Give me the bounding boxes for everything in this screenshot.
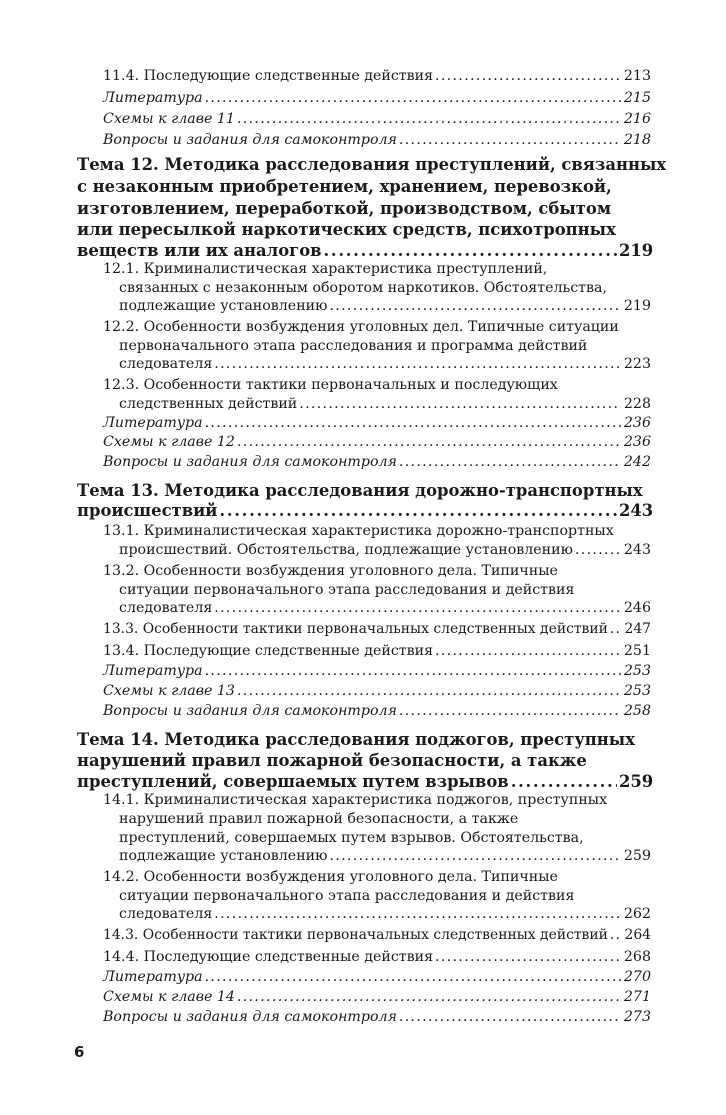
toc-entry-literature-12[interactable] [103,414,651,433]
toc-entry-title: следователя [119,906,213,922]
dot-leader [219,500,617,521]
toc-page-number: 236 [623,415,651,431]
toc-page-number: 253 [623,683,651,699]
toc-entry-title: следователя [119,600,213,616]
toc-entry-title: 11.4. Последующие следственные действия [103,68,434,84]
dot-leader [435,948,621,967]
toc-entry-line: ситуации первоначального этапа расследования и действия [119,888,575,904]
toc-entry-line: первоначального этапа расследования и программа действий [119,338,588,354]
dot-leader [205,662,621,681]
toc-entry-13-4[interactable] [103,642,651,661]
toc-entry-questions-11[interactable] [103,131,651,150]
toc-entry-13-1[interactable] [119,541,651,560]
toc-page-number: 242 [623,454,651,470]
toc-page-number: 271 [623,989,651,1005]
toc-page-number: 258 [623,703,651,719]
toc-entry-schemes-11[interactable] [103,110,651,129]
toc-entry-12-2[interactable] [119,355,651,374]
toc-entry-title: Схемы к главе 11 [103,111,235,127]
toc-entry-line: 12.1. Криминалистическая характеристика преступлений, [103,261,548,277]
toc-entry-13-3[interactable] [103,620,651,639]
dot-leader [237,682,621,701]
toc-entry-line: нарушений правил пожарной безопасности, а также [119,811,519,827]
toc-page-number: 251 [623,643,651,659]
toc-entry-schemes-14[interactable] [103,988,651,1007]
dot-leader [237,110,621,129]
toc-entry-title: подлежащие установлению [119,298,328,314]
toc-topic-12[interactable] [77,240,654,261]
toc-entry-title: Литература [103,90,203,106]
toc-topic-14[interactable] [77,771,654,792]
dot-leader [399,702,621,721]
topic-14-title-line: Тема 14. Методика расследования поджогов, преступных [77,730,636,749]
toc-entry-14-2[interactable] [119,905,651,924]
toc-page-number: 253 [623,663,651,679]
topic-14-title-line: нарушений правил пожарной безопасности, а также [77,751,587,770]
page-number: 6 [74,1043,85,1061]
toc-entry-title: Схемы к главе 14 [103,989,235,1005]
toc-page-number: 243 [623,542,651,558]
toc-entry-title: 14.4. Последующие следственные действия [103,949,434,965]
dot-leader [205,414,621,433]
dot-leader [399,131,621,150]
toc-page-number: 219 [623,298,651,314]
dot-leader [214,599,621,618]
toc-entry-title: подлежащие установлению [119,848,328,864]
topic-12-title-line: или пересылкой наркотических средств, психотропных [77,220,616,239]
toc-entry-14-3[interactable] [103,926,651,945]
toc-page-number: 236 [623,434,651,450]
dot-leader [511,771,617,792]
toc-entry-literature-14[interactable] [103,968,651,987]
toc-page-number: 218 [623,132,651,148]
toc-entry-12-3[interactable] [119,395,651,414]
dot-leader [435,67,621,86]
toc-entry-title: Вопросы и задания для самоконтроля [103,132,397,148]
toc-entry-title: Схемы к главе 12 [103,434,235,450]
topic-12-title-line: с незаконным приобретением, хранением, перевозкой, [77,177,612,196]
dot-leader [205,89,621,108]
dot-leader [324,240,617,261]
toc-entry-title: следователя [119,356,213,372]
toc-page-number: 259 [623,848,651,864]
toc-entry-schemes-12[interactable] [103,433,651,452]
toc-entry-line: 14.2. Особенности возбуждения уголовного дела. Типичные [103,869,558,885]
topic-12-title-line: Тема 12. Методика расследования преступлений, связанных [77,155,667,174]
toc-entry-title: 13.3. Особенности тактики первоначальных следственных действий [103,621,608,637]
dot-leader [299,395,621,414]
toc-topic-title: происшествий [77,501,218,520]
toc-entry-line: ситуации первоначального этапа расследования и действия [119,582,575,598]
toc-entry-title: следственных действий [119,396,298,412]
toc-page-number: 273 [623,1009,651,1025]
toc-page-number: 219 [619,241,654,260]
toc-entry-title: Вопросы и задания для самоконтроля [103,703,397,719]
toc-page-number: 264 [624,927,651,943]
dot-leader [610,620,621,639]
toc-topic-title: веществ или их аналогов [77,241,322,260]
toc-entry-title: Литература [103,969,203,985]
toc-page-number: 228 [623,396,651,412]
toc-page-number: 247 [624,621,651,637]
toc-page-number: 246 [623,600,651,616]
dot-leader [237,433,621,452]
dot-leader [205,968,621,987]
dot-leader [329,847,621,866]
toc-entry-literature-13[interactable] [103,662,651,681]
dot-leader [610,926,621,945]
toc-topic-13[interactable] [77,500,654,521]
toc-entry-14-1[interactable] [119,847,651,866]
dot-leader [575,541,621,560]
dot-leader [237,988,621,1007]
toc-page-number: 213 [623,68,651,84]
toc-entry-line: преступлений, совершаемых путем взрывов. Обстоятельства, [119,830,584,846]
toc-page-number: 268 [623,949,651,965]
toc-entry-14-4[interactable] [103,948,651,967]
toc-entry-line: 13.1. Криминалистическая характеристика дорожно-транспортных [103,523,614,539]
toc-entry-line: 12.3. Особенности тактики первоначальных и последующих [103,377,558,393]
dot-leader [329,297,621,316]
toc-page-number: 223 [623,356,651,372]
toc-entry-questions-12[interactable] [103,453,651,472]
toc-entry-line: 13.2. Особенности возбуждения уголовного дела. Типичные [103,563,558,579]
toc-entry-questions-14[interactable] [103,1008,651,1027]
dot-leader [214,355,621,374]
toc-entry-line: 14.1. Криминалистическая характеристика поджогов, преступных [103,792,608,808]
toc-entry-12-1[interactable] [119,297,651,316]
toc-entry-title: Вопросы и задания для самоконтроля [103,1009,397,1025]
toc-entry-title: Литература [103,663,203,679]
toc-page-number: 259 [619,772,654,791]
toc-entry-title: Схемы к главе 13 [103,683,235,699]
toc-entry-line: 12.2. Особенности возбуждения уголовных дел. Типичные ситуации [103,319,619,335]
toc-entry-line: связанных с незаконным оборотом наркотиков. Обстоятельства, [119,280,607,296]
toc-entry-title: Вопросы и задания для самоконтроля [103,454,397,470]
toc-entry-title: 13.4. Последующие следственные действия [103,643,434,659]
toc-entry-title: Литература [103,415,203,431]
toc-page-number: 270 [623,969,651,985]
topic-13-title-line: Тема 13. Методика расследования дорожно-транспортных [77,481,643,500]
toc-entry-literature-11[interactable] [103,89,651,108]
toc-page-number: 215 [623,90,651,106]
toc-page-number: 243 [619,501,654,520]
dot-leader [399,453,621,472]
toc-page-number: 216 [623,111,651,127]
toc-entry-title: 14.3. Особенности тактики первоначальных следственных действий [103,927,608,943]
toc-entry-title: происшествий. Обстоятельства, подлежащие установлению [119,542,573,558]
toc-entry-schemes-13[interactable] [103,682,651,701]
topic-12-title-line: изготовлением, переработкой, производством, сбытом [77,199,612,218]
toc-entry-11-4[interactable] [103,67,651,86]
toc-entry-13-2[interactable] [119,599,651,618]
dot-leader [435,642,621,661]
dot-leader [214,905,621,924]
toc-entry-questions-13[interactable] [103,702,651,721]
toc-page-number: 262 [623,906,651,922]
dot-leader [399,1008,621,1027]
toc-topic-title: преступлений, совершаемых путем взрывов [77,772,509,791]
